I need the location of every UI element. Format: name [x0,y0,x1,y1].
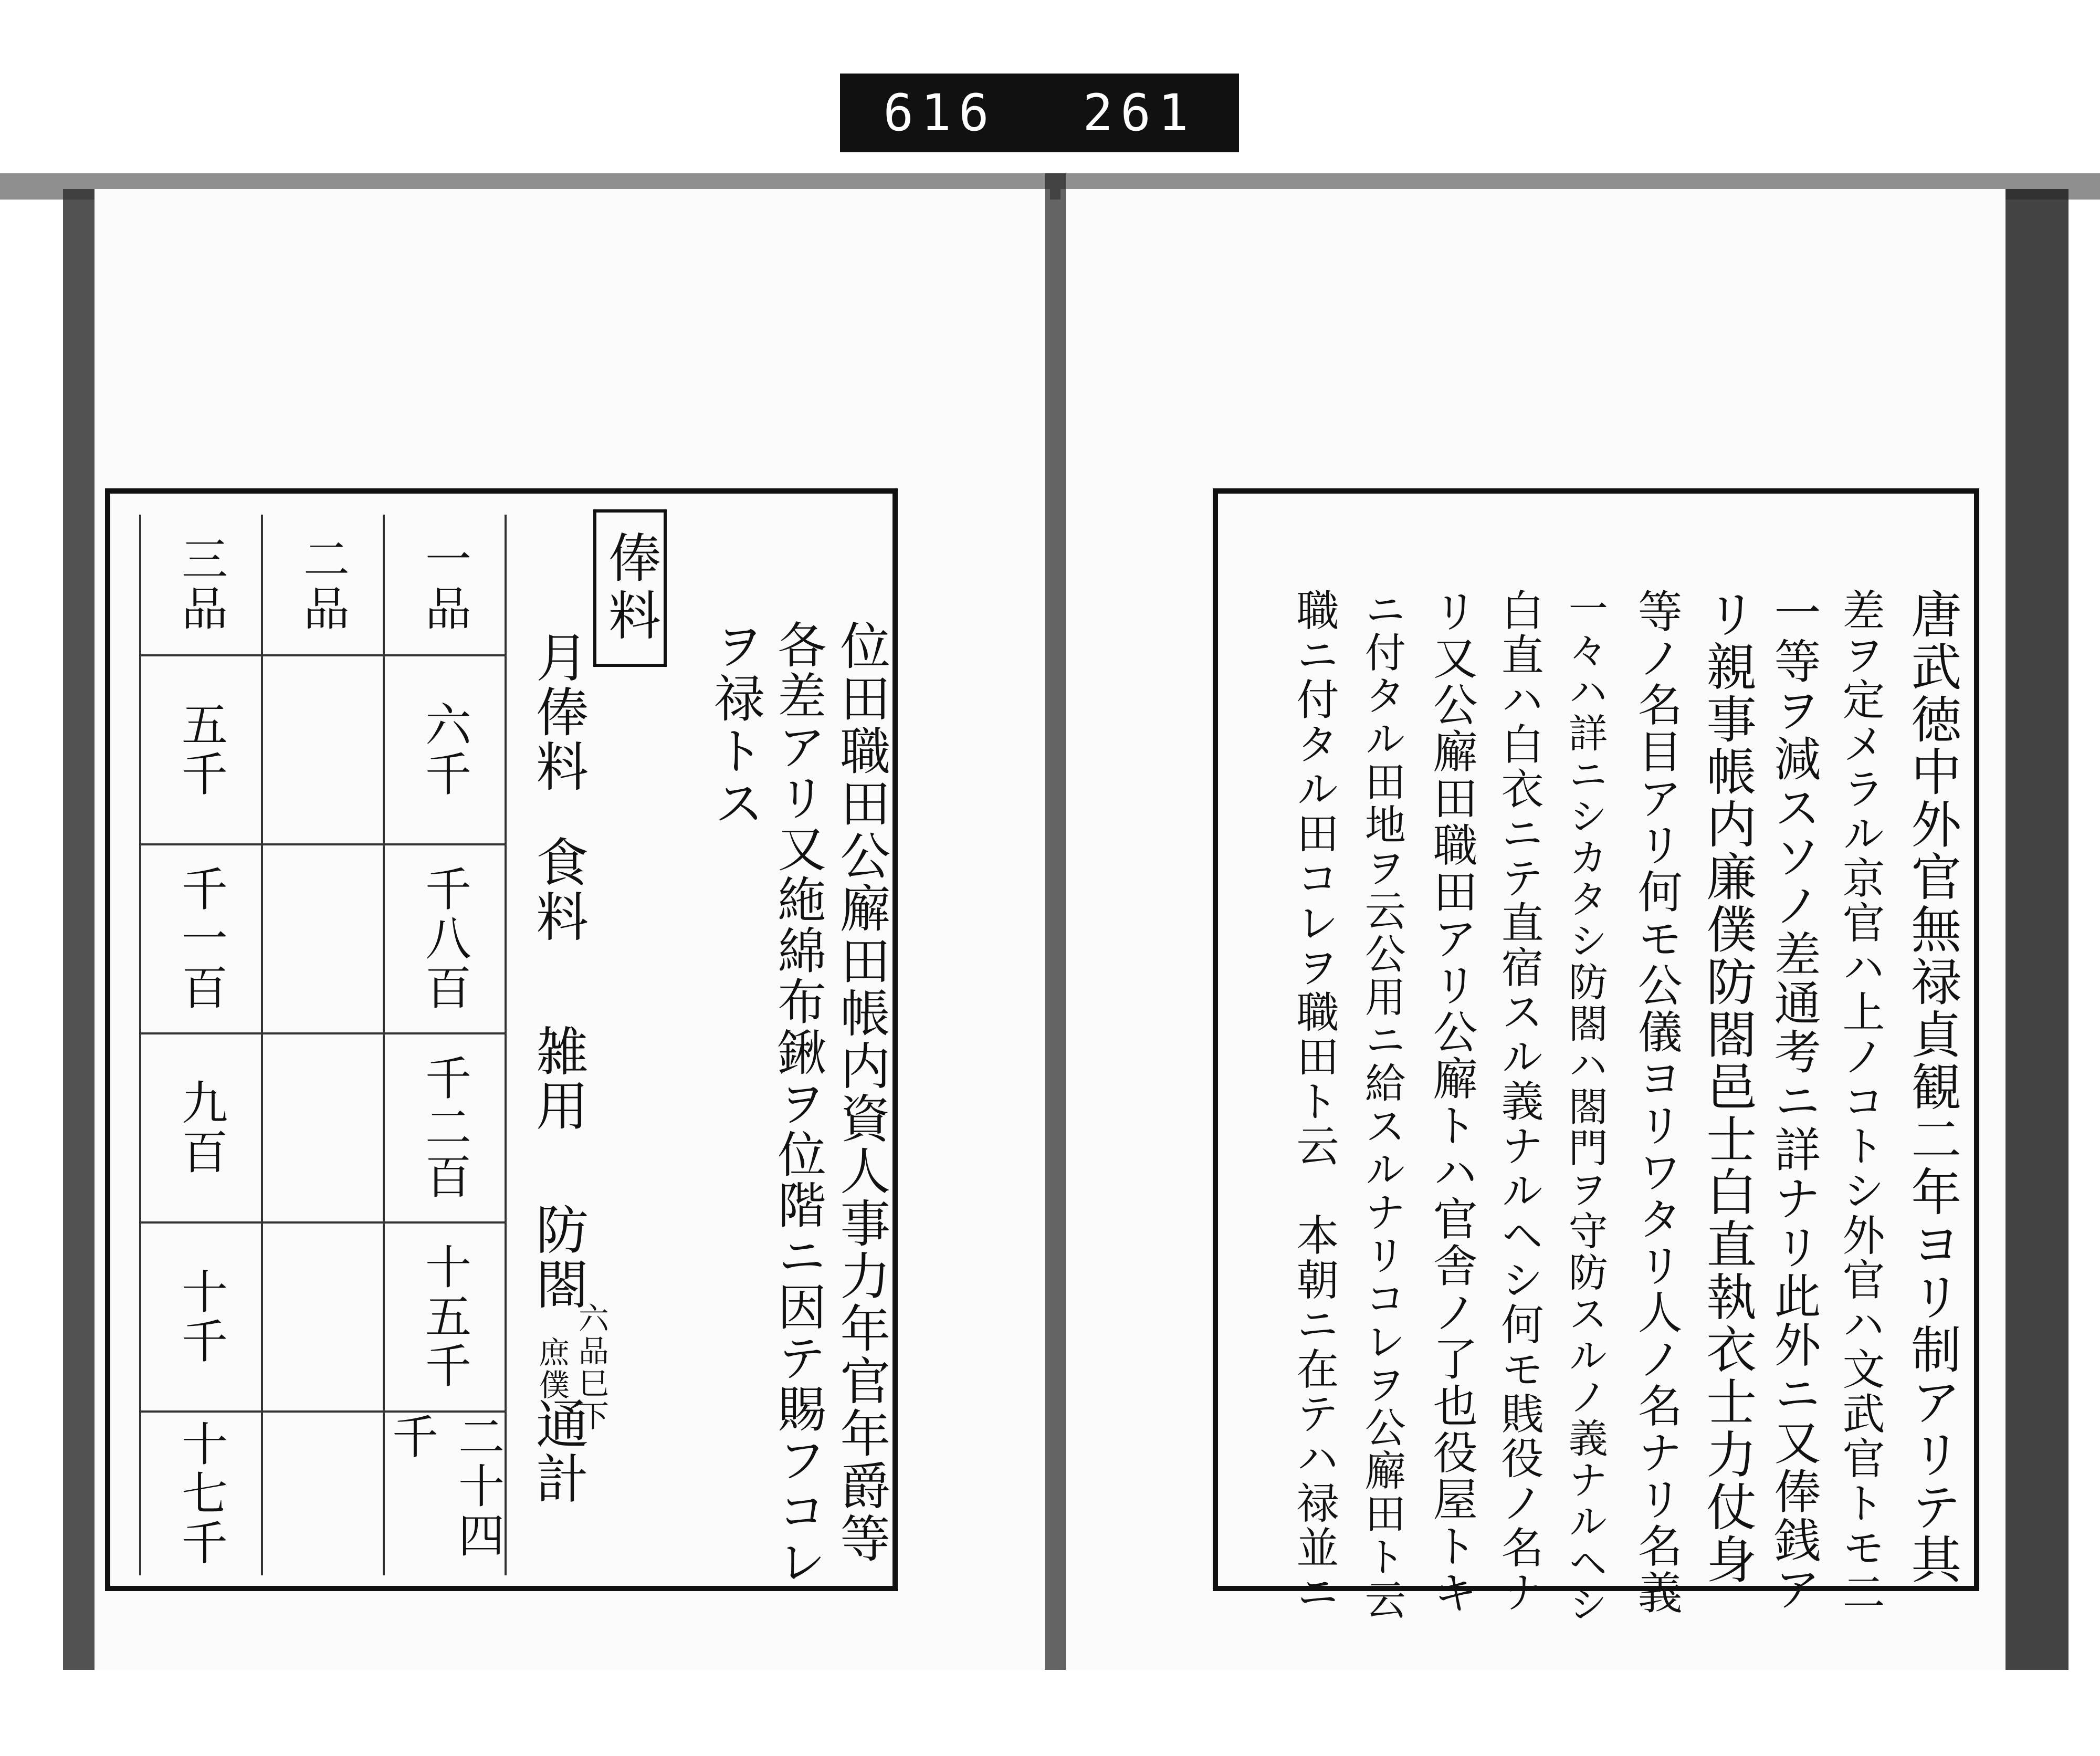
seal-text: 俸料 [600,530,661,646]
table-cell [141,1224,261,1413]
right-text-column: 白直ハ白衣ニテ直宿スル義ナルヘシ何モ賎役ノ名ナ [1494,588,1544,1615]
header-item: 食料 [527,835,589,944]
table-cell [385,1034,505,1224]
table-cell [141,845,261,1034]
header-note-main: 六品巳下 [573,1302,609,1433]
right-text-column: リ親事帳内廉僕防閤邑士白直執衣士力仗身 [1698,588,1757,1586]
right-text-column: 一々ハ詳ニシカタシ防閤ハ閤門ヲ守防スルノ義ナルヘシ [1562,588,1609,1625]
header-item: 月俸料 [527,630,589,794]
left-text-column: 各差アリ又絁綿布鍬ヲ位階ニ因テ賜フコレ [769,620,826,1587]
header-item: 雑用 [527,1024,589,1133]
salary-value: 千二百 [418,1054,472,1202]
table-header-cell [263,515,383,656]
catalog-number-left: 616 [883,83,996,142]
table-cell [263,1034,383,1224]
table-cell [385,1224,505,1413]
catalog-label [840,74,1239,152]
table-cell [385,845,505,1034]
table-column-3 [141,515,263,1575]
right-text-column: 一等ヲ減スソノ差通考ニ詳ナリ此外ニ又俸銭ア [1767,588,1822,1614]
salary-value: 十千 [174,1268,228,1366]
salary-value: 十七千 [174,1420,228,1568]
salary-table [139,515,509,1575]
table-cell [263,845,383,1034]
table-cell [263,656,383,845]
right-text-column: 差ヲ定メラル京官ハ上ノコトシ外官ハ文武官トモ二 [1835,588,1885,1615]
salary-value: 十五千 [418,1243,472,1391]
header-item: 通計 [527,1397,589,1506]
houryou-seal-box [593,509,667,667]
table-cell [263,1413,383,1575]
salary-value: 千八百 [418,865,472,1013]
table-cell [141,656,261,845]
salary-value: 千一百 [174,865,228,1013]
table-column-2 [263,515,385,1575]
left-text-column: 位田職田公廨田帳内資人事力年官年爵等 [832,620,891,1565]
right-text-column: 等ノ名目アリ何モ公儀ヨリワタリ人ノ名ナリ名義 [1630,588,1683,1616]
salary-value: 六千 [418,701,472,799]
table-cell [141,1034,261,1224]
salary-value: 二十四千 [385,1413,505,1561]
catalog-number-right: 261 [1083,83,1196,142]
table-cell [263,1224,383,1413]
left-text-column: ヲ禄トス [706,620,765,830]
salary-value: 九百 [174,1079,228,1177]
table-cell [385,1413,505,1575]
book-right-edge [1995,189,2068,1670]
rank-label: 二品 [296,535,350,634]
header-note-sub: 庶僕 [533,1336,570,1402]
table-header-cell [141,515,261,656]
right-text-column: リ又公廨田職田アリ公廨トハ官舎ノ了也役屋トキ [1425,588,1478,1616]
rank-label: 三品 [174,535,228,634]
table-cell [141,1413,261,1575]
table-cell [385,656,505,845]
rank-label: 一品 [418,535,472,634]
salary-value: 五千 [174,701,228,799]
book-spine [1045,173,1066,1670]
right-text-column: 唐武徳中外官無禄貞観二年ヨリ制アリテ其 [1903,588,1962,1586]
table-header-cell [385,515,505,656]
table-column-1 [385,515,507,1575]
right-text-column: ニ付タル田地ヲ云公用ニ給スルナリコレヲ公廨田ト云 [1358,588,1405,1622]
right-text-column: 職ニ付タル田コレヲ職田ト云 本朝ニ在テハ禄並ニ [1289,588,1339,1615]
header-item: 防閤 [527,1203,589,1312]
